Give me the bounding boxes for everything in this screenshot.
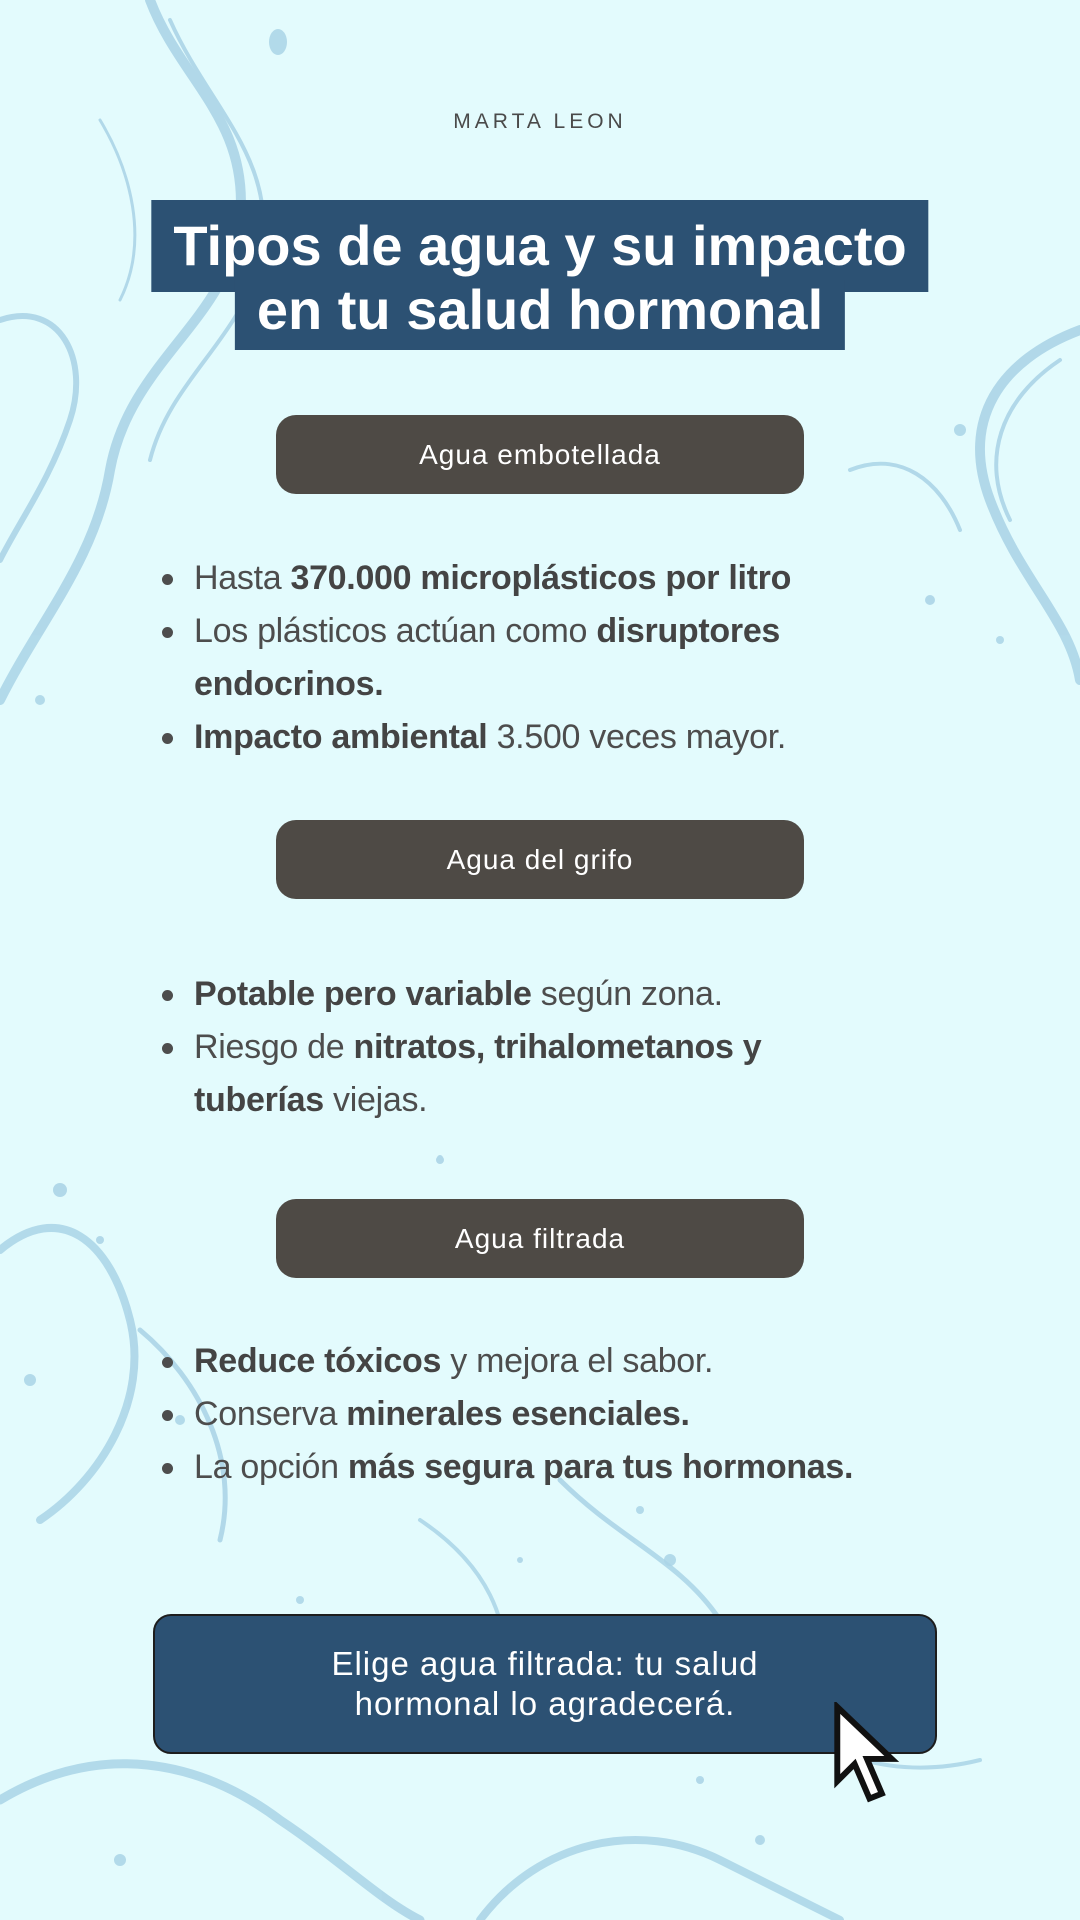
cta-button[interactable] bbox=[153, 1614, 937, 1754]
list-item: Conserva minerales esenciales. bbox=[158, 1388, 988, 1441]
bottled-water-list bbox=[158, 552, 988, 764]
list-item: Hasta 370.000 microplásticos por litro bbox=[158, 552, 988, 605]
page-title-line-1: Tipos de agua y su impacto bbox=[151, 200, 928, 292]
cta-line-2: hormonal lo agradecerá. bbox=[354, 1685, 736, 1722]
page-title bbox=[0, 0, 1080, 360]
list-item: Los plásticos actúan como disruptores bbox=[158, 605, 988, 658]
filtered-water-list bbox=[158, 1335, 988, 1494]
author-brand: MARTA LEON bbox=[453, 110, 627, 133]
section-label-bottled-water: Agua embotellada bbox=[276, 415, 804, 494]
list-item: Reduce tóxicos y mejora el sabor. bbox=[158, 1335, 988, 1388]
list-item: Impacto ambiental 3.500 veces mayor. bbox=[158, 711, 988, 764]
page-title-line-2: en tu salud hormonal bbox=[235, 280, 845, 350]
list-item-continuation: endocrinos. bbox=[194, 665, 384, 703]
pointer-hand-cursor-icon bbox=[832, 1702, 902, 1806]
section-label-tap-water: Agua del grifo bbox=[276, 820, 804, 899]
tap-water-list bbox=[158, 968, 988, 1127]
list-item: La opción más segura para tus hormonas. bbox=[158, 1441, 988, 1494]
cta-line-1: Elige agua filtrada: tu salud bbox=[331, 1645, 759, 1682]
list-item: Riesgo de nitratos, trihalometanos y bbox=[158, 1021, 988, 1074]
list-item-continuation: tuberías viejas. bbox=[194, 1081, 428, 1119]
section-label-filtered-water: Agua filtrada bbox=[276, 1199, 804, 1278]
list-item: Potable pero variable según zona. bbox=[158, 968, 988, 1021]
